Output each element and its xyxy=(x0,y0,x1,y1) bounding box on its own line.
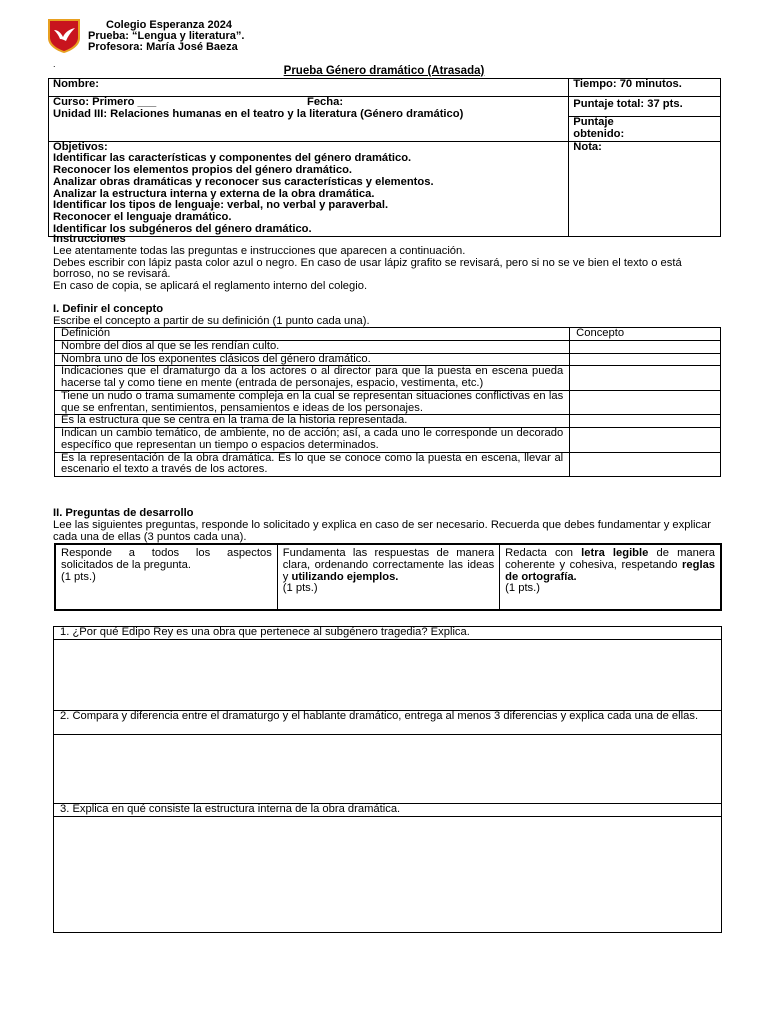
objective-item: Analizar obras dramáticas y reconocer sus características y elementos. xyxy=(53,175,434,188)
total-score: Puntaje total: 37 pts. xyxy=(569,97,721,117)
date-field[interactable]: Fecha: xyxy=(307,96,344,108)
instructions-heading: Instrucciones xyxy=(53,233,126,245)
instruction-line: Debes escribir con lápiz pasta color azul o negro. En caso de usar lápiz grafito se revisará, pero si no se ve bien el texto o está borroso, no se revisará. xyxy=(53,256,682,281)
col-header-concept: Concepto xyxy=(570,328,721,341)
concept-answer-field[interactable] xyxy=(570,452,721,477)
objectives-cell xyxy=(49,141,569,236)
concept-answer-field[interactable] xyxy=(570,390,721,415)
obtained-score-label-1: Puntaje xyxy=(573,116,614,128)
instruction-line: Lee atentamente todas las preguntas e instrucciones que aparecen a continuación. xyxy=(53,244,466,257)
section1-instruction: Escribe el concepto a partir de su definición (1 punto cada una). xyxy=(53,314,370,327)
concept-answer-field[interactable] xyxy=(570,366,721,391)
objective-item: Reconocer los elementos propios del género dramático. xyxy=(53,164,353,176)
table-row xyxy=(55,340,721,353)
header-table xyxy=(48,78,721,237)
objective-item: Identificar los subgéneros del género dramático. xyxy=(53,222,312,235)
criterion-2-text: Fundamenta las respuestas de manera clara, ordenando correctamente las ideas y xyxy=(282,547,495,583)
obtained-score-label-2: obtenido: xyxy=(573,127,625,140)
criteria-table xyxy=(54,543,722,611)
criterion-3-text-pre: Redacta con xyxy=(505,547,574,559)
teacher-name: Profesora: María José Baeza xyxy=(88,41,238,54)
objective-item: Reconocer el lenguaje dramático. xyxy=(53,211,232,223)
definition-text: Indican un cambio temático, de ambiente, no de acción; así, a cada uno le corresponde un decorado específico que representan un tiempo o espacios determinados. xyxy=(55,428,570,453)
criterion-2-bold: utilizando ejemplos. xyxy=(291,570,399,583)
section2-instruction: Lee las siguientes preguntas, responde lo solicitado y explica en caso de ser necesario. Recuerda que debes fundamentar y explicar cada una de ellas (3 puntos cada una). xyxy=(53,518,711,543)
question-2: 2. Compara y diferencia entre el dramaturgo y el hablante dramático, entrega al menos 3 diferencias y explica cada una de ellas. xyxy=(54,710,722,734)
question-1: 1. ¿Por qué Edipo Rey es una obra que pertenece al subgénero tragedia? Explica. xyxy=(54,627,722,640)
definition-text: Tiene un nudo o trama sumamente compleja en la cual se representan situaciones conflictivas en las que se enfrentan, sentimientos, pensamientos e ideas de los personajes. xyxy=(55,390,570,415)
school-header xyxy=(88,20,244,54)
criterion-1 xyxy=(55,544,277,610)
criterion-3-text-mid: de manera coherente y cohesiva, respetando xyxy=(505,547,716,571)
concept-answer-field[interactable] xyxy=(570,353,721,366)
table-row xyxy=(55,353,721,366)
concept-answer-field[interactable] xyxy=(570,428,721,453)
questions-table xyxy=(53,626,722,933)
definition-text: Nombra uno de los exponentes clásicos del género dramático. xyxy=(55,353,570,366)
instructions-block xyxy=(53,234,721,327)
col-header-definition: Definición xyxy=(55,328,570,341)
criterion-3-bold-2: reglas de ortografía. xyxy=(505,558,716,583)
definitions-table xyxy=(54,327,721,477)
criterion-3 xyxy=(500,544,721,610)
objective-item: Analizar la estructura interna y externa de la obra dramática. xyxy=(53,187,375,200)
definition-text: Nombre del dios al que se les rendían culto. xyxy=(55,340,570,353)
grade-field[interactable]: Nota: xyxy=(569,141,721,236)
criterion-3-points: (1 pts.) xyxy=(505,582,540,595)
objective-item: Identificar los tipos de lenguaje: verbal, no verbal y paraverbal. xyxy=(53,199,389,212)
definition-text: Es la estructura que se centra en la trama de la historia representada. xyxy=(55,415,570,428)
school-name: Colegio Esperanza 2024 xyxy=(106,19,232,31)
concept-answer-field[interactable] xyxy=(570,340,721,353)
school-logo-icon xyxy=(47,18,81,52)
definition-text: Es la representación de la obra dramática. Es lo que se conoce como la puesta en escena, llevar al escenario el texto a través de los actores. xyxy=(55,452,570,477)
time-cell: Tiempo: 70 minutos. xyxy=(569,79,721,97)
course-cell xyxy=(49,97,569,142)
section2-header xyxy=(53,508,721,543)
criterion-3-bold-1: letra legible xyxy=(581,547,649,559)
answer-2-field[interactable] xyxy=(54,734,722,803)
page-title: Prueba Género dramático (Atrasada) xyxy=(283,65,485,77)
objective-item: Identificar las características y componentes del género dramático. xyxy=(53,152,412,165)
answer-3-field[interactable] xyxy=(54,816,722,932)
test-name: Prueba: “Lengua y literatura”. xyxy=(88,30,245,43)
unit-label: Unidad III: Relaciones humanas en el teatro y la literatura (Género dramático) xyxy=(53,107,464,120)
obtained-score-field[interactable] xyxy=(569,117,721,142)
section2-heading: II. Preguntas de desarrollo xyxy=(53,507,194,519)
table-row xyxy=(55,366,721,391)
question-3: 3. Explica en qué consiste la estructura interna de la obra dramática. xyxy=(54,803,722,816)
stray-dot: . xyxy=(53,59,56,69)
table-row xyxy=(55,390,721,415)
criterion-2-points: (1 pts.) xyxy=(282,582,318,595)
criterion-1-points: (1 pts.) xyxy=(61,570,96,583)
table-row xyxy=(55,415,721,428)
definition-text: Indicaciones que el dramaturgo da a los actores o al director para que la puesta en escena pueda hacerse tal y como tiene en mente (entrada de personajes, espacio, vestimenta, etc.) xyxy=(55,366,570,391)
objectives-label: Objetivos: xyxy=(53,140,108,153)
section1-heading: I. Definir el concepto xyxy=(53,302,164,315)
table-row xyxy=(55,428,721,453)
answer-1-field[interactable] xyxy=(54,639,722,710)
criterion-1-text: Responde a todos los aspectos solicitados de la pregunta. xyxy=(61,547,272,571)
concept-answer-field[interactable] xyxy=(570,415,721,428)
criterion-2 xyxy=(277,544,499,610)
name-field[interactable]: Nombre: xyxy=(49,79,569,97)
instruction-line: En caso de copia, se aplicará el reglamento interno del colegio. xyxy=(53,280,368,292)
course-field[interactable]: Curso: Primero ___ xyxy=(53,96,157,108)
table-row xyxy=(55,452,721,477)
